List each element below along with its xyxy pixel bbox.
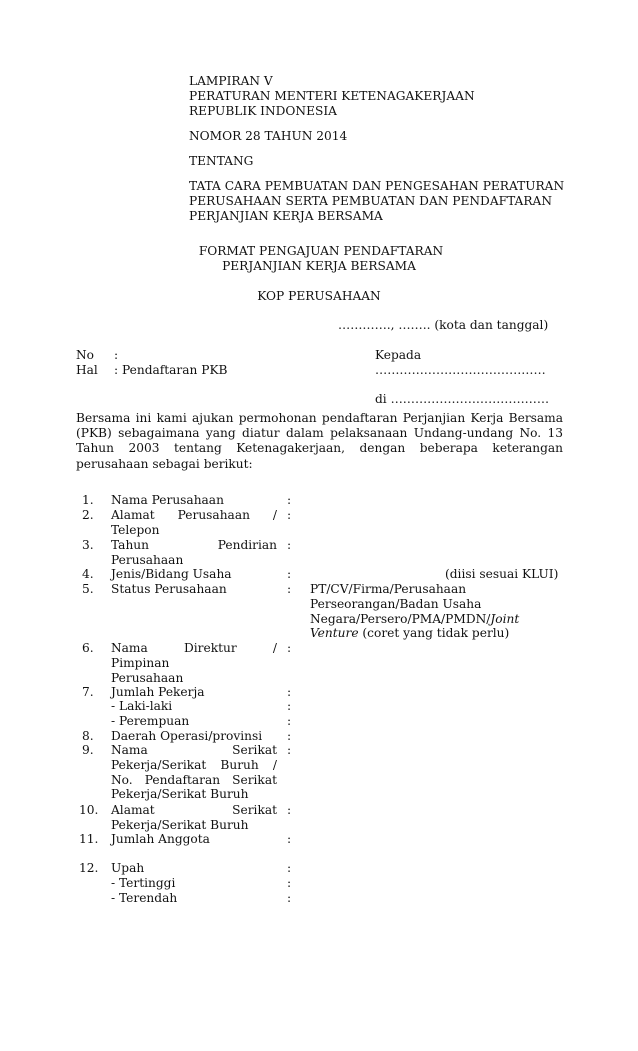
item-colon: : <box>287 832 292 846</box>
status-options-line1: PT/CV/Firma/Perusahaan <box>310 582 467 596</box>
item-colon: : <box>287 891 292 905</box>
item-colon: : <box>287 861 292 875</box>
status-venture: Venture <box>310 626 359 641</box>
item-colon: : <box>287 699 292 713</box>
item-colon: : <box>287 538 292 552</box>
no-colon: : <box>114 348 119 362</box>
item-label: - Laki-laki <box>111 699 173 713</box>
status-options-line3-text: Negara/Persero/PMA/PMDN/ <box>310 611 491 626</box>
item-label-cont3: Pekerja/Serikat Buruh <box>111 787 249 802</box>
item-label: Tahun Pendirian <box>111 538 277 552</box>
item-label: Jumlah Anggota <box>111 832 210 846</box>
format-title-line2: PERJANJIAN KERJA BERSAMA <box>222 259 416 273</box>
item-number: 8. <box>82 729 94 743</box>
intro-line3: Tahun 2003 tentang Ketenagakerjaan, dengan beberapa keterangan <box>76 441 563 456</box>
date-line: …………., …….. (kota dan tanggal) <box>338 318 549 332</box>
hal-label: Hal <box>76 363 98 377</box>
status-options-line2: Perseorangan/Badan Usaha <box>310 596 482 611</box>
item-colon: : <box>287 803 292 817</box>
item-note: (diisi sesuai KLUI) <box>445 567 559 581</box>
item-colon: : <box>287 582 292 596</box>
item-label: Upah <box>111 861 145 875</box>
item-label-cont2: Perusahaan <box>111 670 184 685</box>
item-label: Jenis/Bidang Usaha <box>111 567 232 581</box>
status-joint: Joint <box>490 611 520 626</box>
header-regulation: PERATURAN MENTERI KETENAGAKERJAAN <box>189 89 475 103</box>
item-colon: : <box>287 714 292 728</box>
item-label: Jumlah Pekerja <box>111 685 205 699</box>
item-label: Nama Perusahaan <box>111 493 224 507</box>
item-label: Status Perusahaan <box>111 582 227 596</box>
item-label: Alamat Serikat <box>111 803 277 817</box>
header-tentang: TENTANG <box>189 154 254 168</box>
no-label: No <box>76 348 95 362</box>
header-title-line3: PERJANJIAN KERJA BERSAMA <box>189 209 383 223</box>
item-label-cont: Telepon <box>111 522 160 537</box>
item-colon: : <box>287 876 292 890</box>
status-options-line3 <box>310 612 560 627</box>
item-label: Nama Serikat <box>111 743 277 757</box>
intro-line2: (PKB) sebagaimana yang diatur dalam pelaksanaan Undang-undang No. 13 <box>76 426 563 441</box>
kepada-label: Kepada <box>375 348 422 362</box>
hal-value: : Pendaftaran PKB <box>114 363 228 377</box>
item-label: - Tertinggi <box>111 876 176 890</box>
header-title-line2: PERUSAHAAN SERTA PEMBUATAN DAN PENDAFTARAN <box>189 194 552 208</box>
item-colon: : <box>287 729 292 743</box>
intro-paragraph <box>76 411 563 472</box>
item-colon: : <box>287 493 292 507</box>
item-colon: : <box>287 641 292 655</box>
item-colon: : <box>287 685 292 699</box>
item-number: 2. <box>82 508 94 522</box>
status-options-line4 <box>310 626 560 641</box>
header-number: NOMOR 28 TAHUN 2014 <box>189 129 348 143</box>
intro-line1: Bersama ini kami ajukan permohonan pendaftaran Perjanjian Kerja Bersama <box>76 411 563 425</box>
item-label: - Perempuan <box>111 714 190 728</box>
kop-perusahaan: KOP PERUSAHAAN <box>257 289 381 303</box>
item-colon: : <box>287 743 292 757</box>
header-title-line1: TATA CARA PEMBUATAN DAN PENGESAHAN PERATURAN <box>189 179 565 193</box>
item-number: 4. <box>82 567 94 581</box>
item-number: 5. <box>82 582 94 596</box>
item-label-cont: Pekerja/Serikat Buruh <box>111 817 249 832</box>
header-country: REPUBLIK INDONESIA <box>189 104 337 118</box>
item-number: 11. <box>79 832 99 846</box>
item-colon: : <box>287 567 292 581</box>
item-number: 7. <box>82 685 94 699</box>
item-label: Daerah Operasi/provinsi <box>111 729 263 743</box>
intro-line4: perusahaan sebagai berikut: <box>76 456 253 471</box>
item-label-cont2: No. Pendaftaran Serikat <box>111 772 277 787</box>
kepada-dots: …………………………………… <box>375 363 546 377</box>
item-colon: : <box>287 508 292 522</box>
item-number: 9. <box>82 743 94 757</box>
item-number: 1. <box>82 493 94 507</box>
header-block <box>189 74 589 224</box>
status-note: (coret yang tidak perlu) <box>358 626 510 641</box>
header-lampiran: LAMPIRAN V <box>189 74 273 88</box>
item-label-cont: Pimpinan <box>111 655 170 670</box>
item-number: 10. <box>79 803 99 817</box>
item-label-cont: Perusahaan <box>111 552 184 567</box>
item-label-cont: Pekerja/Serikat Buruh / <box>111 757 277 772</box>
item-label: Nama Direktur / <box>111 641 277 655</box>
format-title-line1: FORMAT PENGAJUAN PENDAFTARAN <box>198 244 444 258</box>
item-label: - Terendah <box>111 891 178 905</box>
di-line: di ………………………………… <box>375 392 550 406</box>
item-number: 6. <box>82 641 94 655</box>
item-number: 12. <box>79 861 99 875</box>
item-number: 3. <box>82 538 94 552</box>
item-label: Alamat Perusahaan / <box>111 508 277 522</box>
